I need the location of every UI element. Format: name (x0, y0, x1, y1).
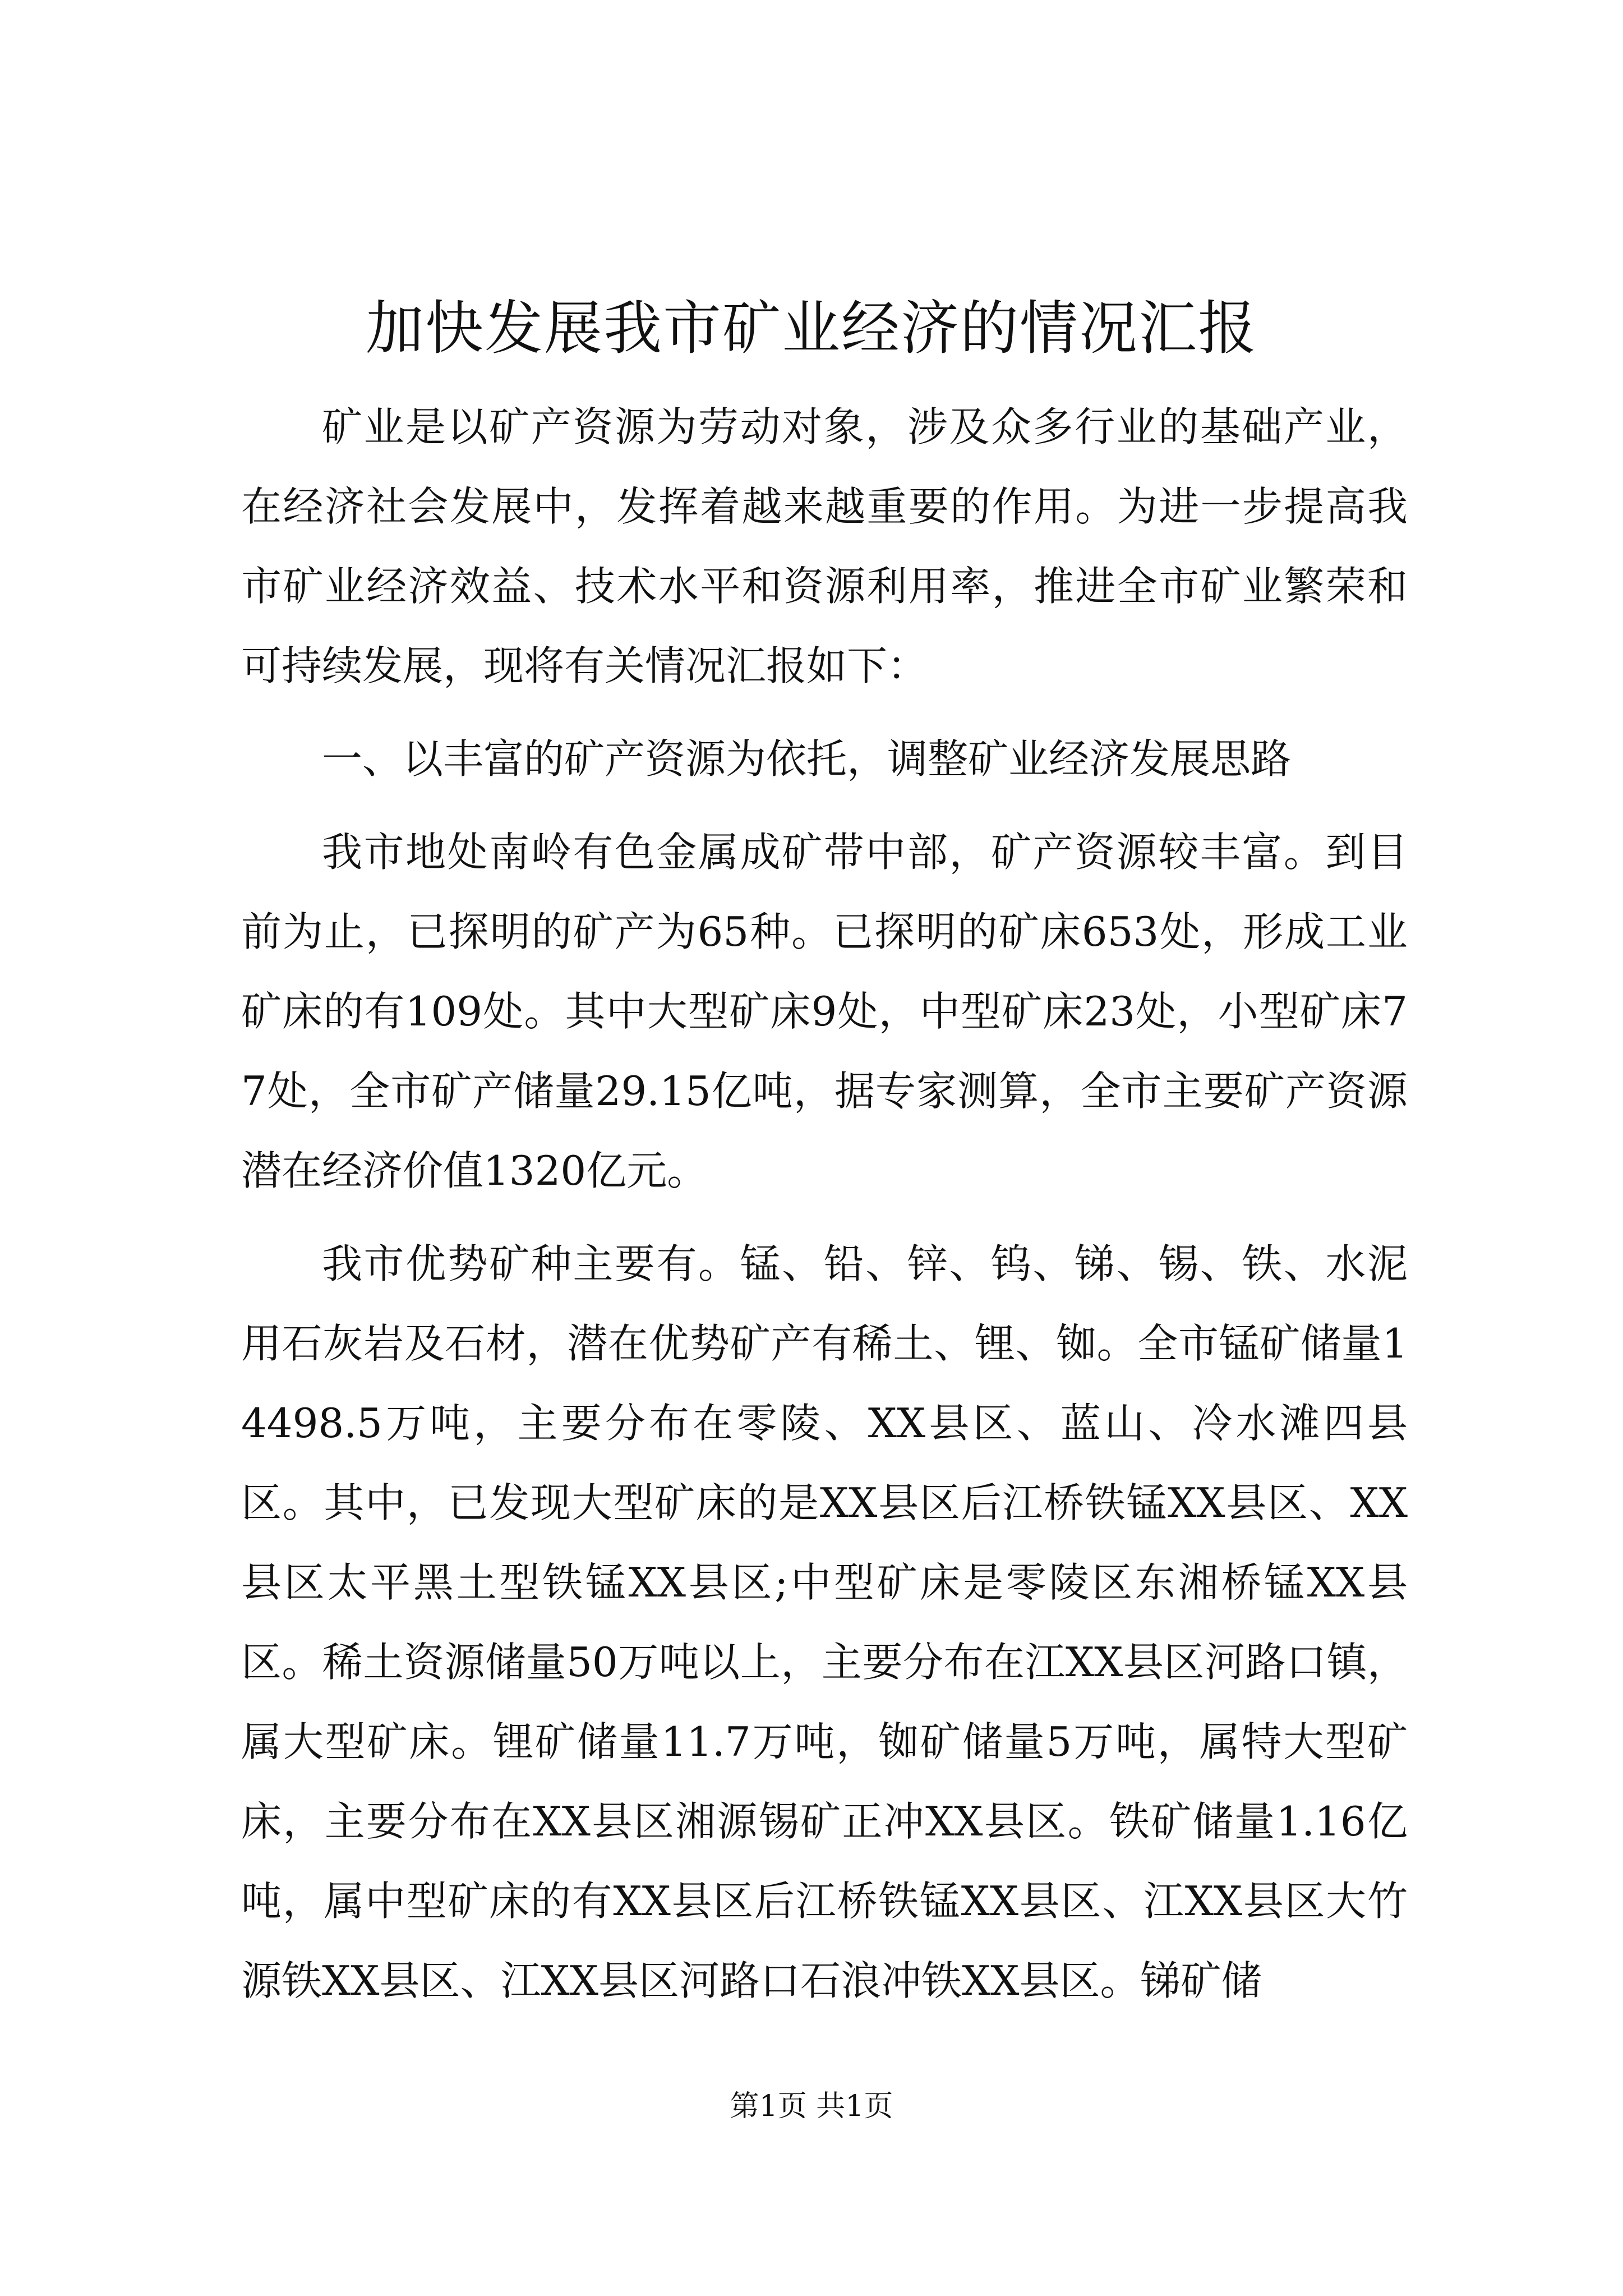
document-body (241, 387, 1408, 2021)
paragraph-resources: 我市地处南岭有色金属成矿带中部，矿产资源较丰富。到目前为止，已探明的矿产为65种。已探明的矿床653处，形成工业矿床的有109处。其中大型矿床9处，中型矿床23处，小型矿床77处，全市矿产储量29.15亿吨，据专家测算，全市主要矿产资源潜在经济价值1320亿元。 (241, 829, 1408, 1194)
paragraph-minerals: 我市优势矿种主要有。锰、铅、锌、钨、锑、锡、铁、水泥用石灰岩及石材，潜在优势矿产有稀土、锂、铷。全市锰矿储量14498.5万吨，主要分布在零陵、XX县区、蓝山、冷水滩四县区。其中，已发现大型矿床的是XX县区后江桥铁锰XX县区、XX县区太平黑土型铁锰XX县区;中型矿床是零陵区东湘桥锰XX县区。稀土资源储量50万吨以上，主要分布在江XX县区河路口镇，属大型矿床。锂矿储量11.7万吨，铷矿储量5万吨，属特大型矿床，主要分布在XX县区湘源锡矿正冲XX县区。铁矿储量1.16亿吨，属中型矿床的有XX县区后江桥铁锰XX县区、江XX县区大竹源铁XX县区、江XX县区河路口石浪冲铁XX县区。锑矿储 (241, 1240, 1408, 2004)
paragraph-intro: 矿业是以矿产资源为劳动对象，涉及众多行业的基础产业，在经济社会发展中，发挥着越来越重要的作用。为进一步提高我市矿业经济效益、技术水平和资源利用率，推进全市矿业繁荣和可持续发展，现将有关情况汇报如下： (241, 403, 1408, 689)
page-footer: 第1页 共1页 (730, 2090, 893, 2123)
section-heading-1: 一、以丰富的矿产资源为依托，调整矿业经济发展思路 (322, 735, 1292, 783)
document-title: 加快发展我市矿业经济的情况汇报 (365, 294, 1257, 362)
